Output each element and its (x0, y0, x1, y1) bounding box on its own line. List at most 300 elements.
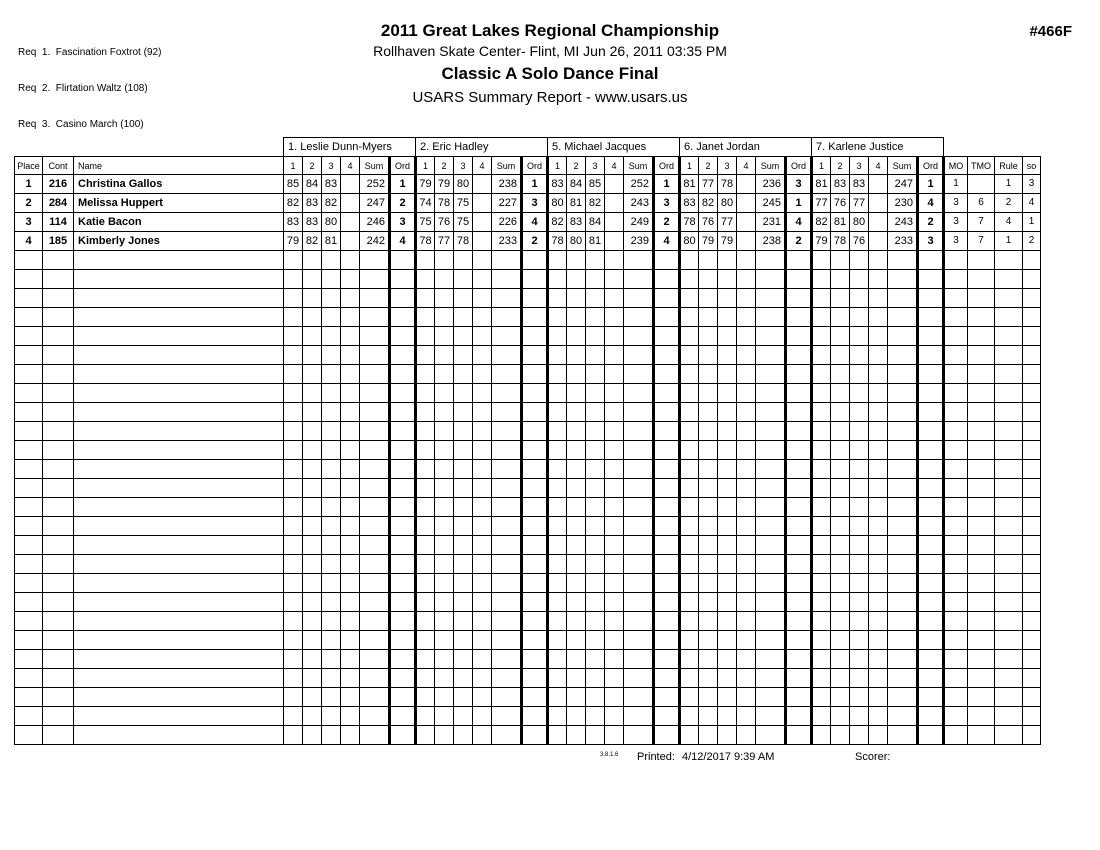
sum-cell (360, 650, 390, 669)
cont-cell (43, 536, 74, 555)
score-cell (322, 669, 341, 688)
empty-row (15, 422, 1041, 441)
tail-cell (968, 346, 995, 365)
tail-cell (944, 498, 968, 517)
score-cell: 83 (831, 175, 850, 194)
score-cell (473, 574, 492, 593)
score-cell (341, 631, 360, 650)
score-cell: 84 (586, 213, 605, 232)
score-cell (416, 726, 435, 745)
scorer-label: Scorer: (855, 751, 891, 763)
score-cell (548, 650, 567, 669)
ord-cell (522, 669, 548, 688)
score-cell (548, 308, 567, 327)
tail-cell (968, 669, 995, 688)
score-cell (341, 707, 360, 726)
score-cell (718, 251, 737, 270)
score-cell (567, 631, 586, 650)
empty-row (15, 327, 1041, 346)
score-cell (473, 365, 492, 384)
sum-cell: 239 (624, 232, 654, 251)
tail-cell (944, 669, 968, 688)
tail-cell (995, 346, 1023, 365)
place-cell (15, 707, 43, 726)
ord-cell (786, 555, 812, 574)
score-cell (737, 194, 756, 213)
sum-header: Sum (888, 157, 918, 175)
score-cell (605, 289, 624, 308)
cont-cell (43, 555, 74, 574)
score-cell (850, 707, 869, 726)
score-cell (812, 308, 831, 327)
score-cell (831, 251, 850, 270)
sum-cell (888, 479, 918, 498)
score-cell (435, 422, 454, 441)
tail-cell (944, 289, 968, 308)
tail-cell (995, 308, 1023, 327)
score-cell: 79 (284, 232, 303, 251)
score-cell (341, 479, 360, 498)
score-cell (567, 517, 586, 536)
sum-cell (888, 346, 918, 365)
score-cell (303, 650, 322, 669)
score-cell (737, 498, 756, 517)
score-cell: 78 (680, 213, 699, 232)
sum-cell (756, 441, 786, 460)
score-cell (605, 688, 624, 707)
score-cell (341, 555, 360, 574)
report-title: USARS Summary Report - www.usars.us (412, 89, 688, 106)
score-cell (435, 536, 454, 555)
ord-cell: 3 (522, 194, 548, 213)
score-cell (850, 498, 869, 517)
ord-cell (786, 574, 812, 593)
ord-cell (654, 669, 680, 688)
score-cell (699, 308, 718, 327)
score-cell (473, 726, 492, 745)
score-cell (869, 669, 888, 688)
score-cell (284, 726, 303, 745)
tail-cell (1023, 441, 1041, 460)
sum-cell (624, 346, 654, 365)
score-cell (303, 365, 322, 384)
score-cell (869, 289, 888, 308)
score-cell (284, 460, 303, 479)
sum-cell: 249 (624, 213, 654, 232)
ord-cell (390, 346, 416, 365)
score-cell (341, 612, 360, 631)
result-row (15, 175, 1041, 194)
score-cell (737, 479, 756, 498)
tail-cell (944, 574, 968, 593)
score-cell (303, 346, 322, 365)
score-cell (737, 289, 756, 308)
ord-cell (522, 327, 548, 346)
ord-cell (522, 574, 548, 593)
score-cell (718, 555, 737, 574)
ord-cell (522, 536, 548, 555)
place-cell (15, 460, 43, 479)
sum-cell (888, 289, 918, 308)
score-cell (586, 289, 605, 308)
name-cell (74, 707, 284, 726)
sum-cell (492, 650, 522, 669)
sum-cell (888, 327, 918, 346)
empty-row (15, 574, 1041, 593)
cont-cell: 284 (43, 194, 74, 213)
score-cell (850, 479, 869, 498)
sum-cell: 233 (888, 232, 918, 251)
score-cell (473, 422, 492, 441)
sum-cell: 233 (492, 232, 522, 251)
name-cell (74, 422, 284, 441)
score-cell (812, 688, 831, 707)
score-cell (812, 270, 831, 289)
score-cell (850, 403, 869, 422)
score-cell (416, 422, 435, 441)
score-cell (341, 669, 360, 688)
score-cell (322, 441, 341, 460)
sum-cell (756, 669, 786, 688)
tail-cell (968, 327, 995, 346)
score-cell (435, 498, 454, 517)
score-cell (454, 384, 473, 403)
score-cell: 84 (567, 175, 586, 194)
score-cell (718, 650, 737, 669)
sum-cell (624, 631, 654, 650)
ord-cell: 3 (786, 175, 812, 194)
cont-cell: 185 (43, 232, 74, 251)
place-cell (15, 631, 43, 650)
ord-cell (786, 308, 812, 327)
name-cell (74, 612, 284, 631)
score-cell (737, 384, 756, 403)
score-cell (718, 593, 737, 612)
sum-cell (756, 593, 786, 612)
score-cell (284, 517, 303, 536)
ord-cell (786, 251, 812, 270)
score-col-header: 4 (341, 157, 360, 175)
tail-cell (995, 403, 1023, 422)
empty-row (15, 251, 1041, 270)
sum-cell: 246 (360, 213, 390, 232)
score-cell: 82 (586, 194, 605, 213)
score-cell (680, 688, 699, 707)
score-col-header: 1 (284, 157, 303, 175)
ord-cell (654, 479, 680, 498)
tail-cell (1023, 365, 1041, 384)
score-cell (567, 270, 586, 289)
score-cell: 78 (454, 232, 473, 251)
tail-cell (1023, 517, 1041, 536)
ord-cell (918, 574, 944, 593)
tail-cell (944, 460, 968, 479)
sum-cell (624, 403, 654, 422)
score-cell (605, 213, 624, 232)
name-cell: Melissa Huppert (74, 194, 284, 213)
score-cell (605, 308, 624, 327)
tail-cell (1023, 384, 1041, 403)
score-cell (831, 441, 850, 460)
score-cell (284, 574, 303, 593)
score-cell (680, 555, 699, 574)
score-cell (869, 175, 888, 194)
score-cell (567, 327, 586, 346)
sum-cell (756, 422, 786, 441)
score-cell: 81 (812, 175, 831, 194)
score-cell (567, 498, 586, 517)
score-cell (737, 308, 756, 327)
score-cell (416, 251, 435, 270)
score-cell (680, 346, 699, 365)
judge-header-row (15, 138, 1041, 157)
score-cell (699, 441, 718, 460)
sum-cell (492, 612, 522, 631)
score-cell (473, 232, 492, 251)
ord-cell (786, 707, 812, 726)
score-cell (812, 707, 831, 726)
score-cell (850, 270, 869, 289)
score-cell: 80 (567, 232, 586, 251)
place-cell (15, 536, 43, 555)
score-cell (831, 517, 850, 536)
tail-cell (995, 593, 1023, 612)
score-cell: 81 (680, 175, 699, 194)
sum-cell (492, 574, 522, 593)
place-cell (15, 422, 43, 441)
score-cell (718, 612, 737, 631)
score-cell (831, 669, 850, 688)
ord-cell (918, 422, 944, 441)
score-cell (284, 270, 303, 289)
tail-cell (995, 707, 1023, 726)
score-cell (303, 460, 322, 479)
empty-row (15, 650, 1041, 669)
score-cell (284, 403, 303, 422)
cont-cell (43, 346, 74, 365)
score-cell (322, 498, 341, 517)
score-cell (548, 365, 567, 384)
score-cell (869, 726, 888, 745)
sum-cell (624, 289, 654, 308)
score-cell (586, 612, 605, 631)
tail-cell (968, 650, 995, 669)
score-cell (416, 669, 435, 688)
sum-cell (888, 441, 918, 460)
sum-cell (888, 308, 918, 327)
score-cell (605, 384, 624, 403)
score-cell (341, 422, 360, 441)
ord-cell: 3 (654, 194, 680, 213)
score-cell (341, 194, 360, 213)
score-cell (416, 384, 435, 403)
sum-cell (624, 460, 654, 479)
score-cell (454, 365, 473, 384)
score-cell (680, 517, 699, 536)
score-col-header: 2 (567, 157, 586, 175)
ord-cell (522, 251, 548, 270)
score-col-header: 2 (435, 157, 454, 175)
score-cell (680, 669, 699, 688)
sum-cell (756, 688, 786, 707)
score-cell (416, 327, 435, 346)
score-cell (869, 574, 888, 593)
score-cell (454, 612, 473, 631)
score-cell (850, 441, 869, 460)
sum-cell (888, 593, 918, 612)
ord-cell (390, 403, 416, 422)
name-cell: Kimberly Jones (74, 232, 284, 251)
score-cell (605, 346, 624, 365)
sum-cell (360, 612, 390, 631)
sum-cell (624, 308, 654, 327)
cont-cell: 216 (43, 175, 74, 194)
tail-cell (1023, 555, 1041, 574)
tail-cell (968, 574, 995, 593)
ord-cell (918, 707, 944, 726)
cont-cell (43, 631, 74, 650)
score-cell (850, 612, 869, 631)
sum-cell (624, 612, 654, 631)
sum-cell: 243 (624, 194, 654, 213)
sum-cell (492, 688, 522, 707)
empty-row (15, 688, 1041, 707)
score-cell (869, 441, 888, 460)
score-cell (831, 574, 850, 593)
sum-cell (492, 365, 522, 384)
score-cell (850, 726, 869, 745)
sum-cell (756, 498, 786, 517)
score-cell (435, 574, 454, 593)
score-cell (284, 422, 303, 441)
score-cell (605, 593, 624, 612)
ord-cell (390, 498, 416, 517)
judge-name-2: 2. Eric Hadley (416, 138, 548, 157)
ord-cell (390, 479, 416, 498)
tail-cell (968, 365, 995, 384)
score-cell (473, 327, 492, 346)
score-cell (831, 612, 850, 631)
championship-title: 2011 Great Lakes Regional Championship (380, 21, 720, 40)
empty-row (15, 517, 1041, 536)
cont-cell (43, 707, 74, 726)
tail-cell: 4 (1023, 194, 1041, 213)
ord-cell: 1 (654, 175, 680, 194)
score-cell: 83 (322, 175, 341, 194)
name-cell (74, 479, 284, 498)
sum-cell (360, 270, 390, 289)
score-cell (435, 650, 454, 669)
score-cell (812, 441, 831, 460)
score-cell (567, 346, 586, 365)
name-cell (74, 631, 284, 650)
score-cell (850, 536, 869, 555)
score-cell (737, 327, 756, 346)
score-cell (718, 289, 737, 308)
empty-row (15, 403, 1041, 422)
score-cell (812, 498, 831, 517)
ord-cell (918, 593, 944, 612)
score-cell (699, 707, 718, 726)
sum-header: Sum (360, 157, 390, 175)
score-cell (718, 688, 737, 707)
score-cell (586, 688, 605, 707)
tail-cell (1023, 574, 1041, 593)
score-cell (322, 574, 341, 593)
empty-row (15, 441, 1041, 460)
sum-cell: 242 (360, 232, 390, 251)
ord-cell (918, 365, 944, 384)
name-cell (74, 251, 284, 270)
score-cell (322, 517, 341, 536)
score-cell (680, 422, 699, 441)
tail-cell (968, 384, 995, 403)
footer (0, 751, 1100, 767)
score-cell (548, 422, 567, 441)
score-cell (718, 365, 737, 384)
ord-cell (918, 479, 944, 498)
score-cell (831, 384, 850, 403)
score-cell (718, 479, 737, 498)
score-cell (699, 593, 718, 612)
sum-cell (492, 460, 522, 479)
ord-cell: 1 (786, 194, 812, 213)
score-cell (718, 403, 737, 422)
sum-cell (888, 574, 918, 593)
score-cell (680, 574, 699, 593)
score-cell (605, 707, 624, 726)
score-cell (303, 536, 322, 555)
ord-cell (522, 688, 548, 707)
place-header: Place (15, 157, 43, 175)
cont-cell (43, 574, 74, 593)
sum-cell (756, 289, 786, 308)
score-cell (699, 289, 718, 308)
name-cell (74, 650, 284, 669)
score-cell (473, 612, 492, 631)
name-cell (74, 346, 284, 365)
score-cell (699, 650, 718, 669)
score-cell (322, 631, 341, 650)
score-cell (605, 365, 624, 384)
sum-cell (360, 422, 390, 441)
empty-row (15, 365, 1041, 384)
score-cell (850, 631, 869, 650)
ord-cell: 2 (390, 194, 416, 213)
score-cell (869, 365, 888, 384)
tail-cell (995, 251, 1023, 270)
score-cell (680, 384, 699, 403)
score-cell: 82 (548, 213, 567, 232)
score-cell (284, 327, 303, 346)
score-cell (473, 479, 492, 498)
ord-cell (390, 517, 416, 536)
score-cell (303, 384, 322, 403)
score-cell (718, 270, 737, 289)
place-cell: 4 (15, 232, 43, 251)
score-cell (473, 175, 492, 194)
score-cell (567, 669, 586, 688)
tail-cell (1023, 612, 1041, 631)
tail-cell (944, 555, 968, 574)
sum-cell (360, 631, 390, 650)
tail-cell (968, 175, 995, 194)
ord-cell (654, 555, 680, 574)
score-cell (718, 631, 737, 650)
cont-cell (43, 612, 74, 631)
sum-cell (492, 593, 522, 612)
place-cell (15, 517, 43, 536)
